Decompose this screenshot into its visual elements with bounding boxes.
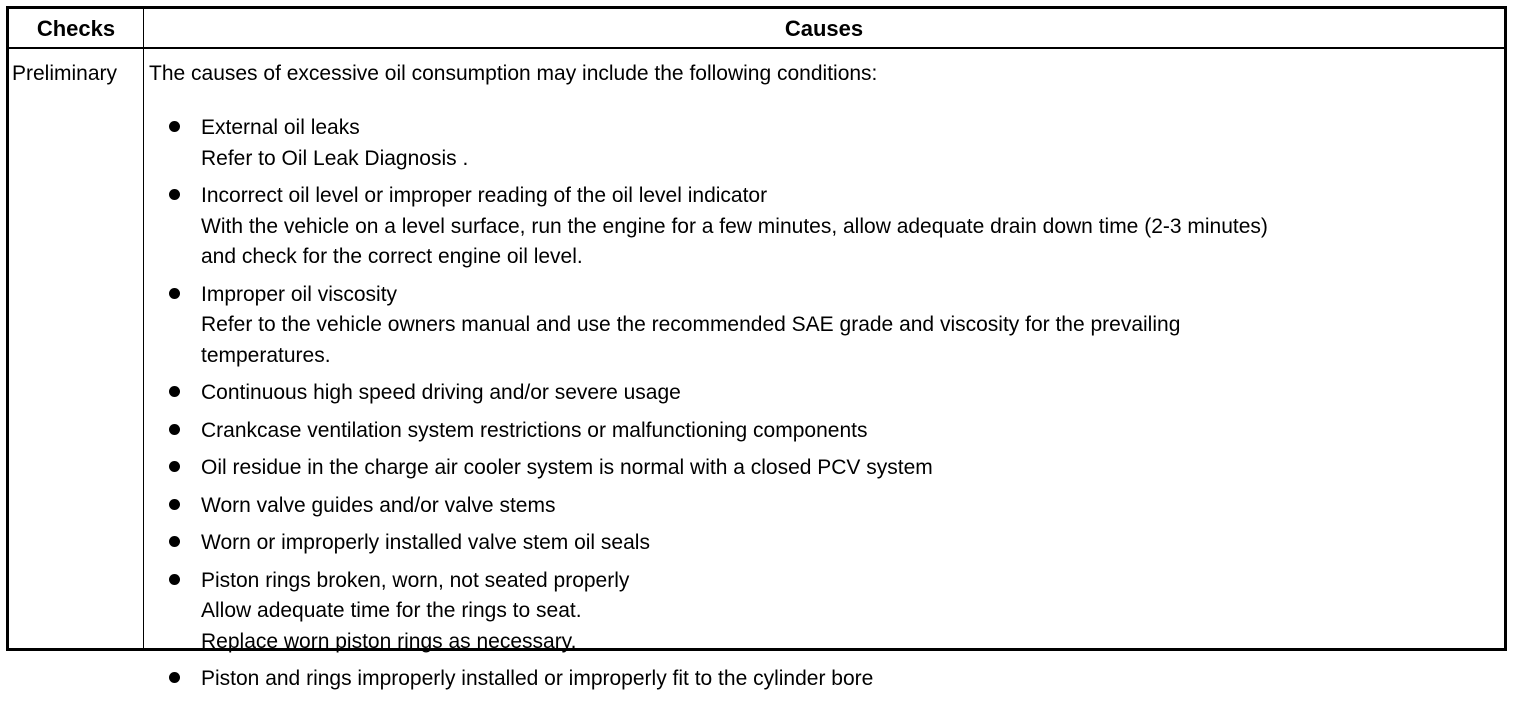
cause-title: Oil residue in the charge air cooler system is normal with a closed PCV system bbox=[201, 456, 933, 479]
cause-detail-line: With the vehicle on a level surface, run the engine for a few minutes, allow adequate drain down time (2-3 minutes) bbox=[201, 214, 1268, 238]
cause-title: Crankcase ventilation system restrictions or malfunctioning components bbox=[201, 418, 868, 442]
bullet-icon bbox=[169, 672, 180, 683]
cause-item bbox=[149, 181, 1496, 273]
cause-item bbox=[149, 664, 1496, 695]
cause-item bbox=[149, 453, 1496, 484]
column-divider bbox=[143, 9, 144, 648]
cause-item bbox=[149, 528, 1496, 559]
cause-title: Incorrect oil level or improper reading of the oil level indicator bbox=[201, 184, 768, 207]
cause-title: Improper oil viscosity bbox=[201, 282, 398, 306]
cause-title: Piston rings broken, worn, not seated properly bbox=[201, 568, 630, 592]
cause-list bbox=[149, 113, 1496, 695]
cause-item bbox=[149, 566, 1496, 658]
cause-detail-line: temperatures. bbox=[201, 343, 331, 367]
cause-detail-line: Allow adequate time for the rings to seat. bbox=[201, 599, 582, 622]
causes-intro: The causes of excessive oil consumption may include the following conditions: bbox=[149, 62, 878, 85]
cause-detail-line: Refer to Oil Leak Diagnosis . bbox=[201, 146, 469, 170]
bullet-icon bbox=[169, 386, 180, 397]
cause-detail-line: Refer to the vehicle owners manual and use the recommended SAE grade and viscosity for the prevailing bbox=[201, 313, 1181, 336]
causes-cell bbox=[149, 61, 1496, 702]
bullet-icon bbox=[169, 424, 180, 435]
cause-item bbox=[149, 378, 1496, 409]
cause-title: Worn valve guides and/or valve stems bbox=[201, 493, 556, 517]
table-header-row bbox=[9, 9, 1504, 49]
cause-item bbox=[149, 416, 1496, 447]
bullet-icon bbox=[169, 461, 180, 472]
bullet-icon bbox=[169, 189, 180, 200]
cause-item bbox=[149, 113, 1496, 174]
diagnostic-table bbox=[6, 6, 1507, 690]
header-causes: Causes bbox=[784, 16, 864, 41]
bullet-icon bbox=[169, 121, 180, 132]
bullet-icon bbox=[169, 288, 180, 299]
cause-detail-line: Replace worn piston rings as necessary. bbox=[201, 629, 577, 653]
cause-item bbox=[149, 280, 1496, 372]
header-checks: Checks bbox=[36, 16, 116, 41]
cause-title: Piston and rings improperly installed or improperly fit to the cylinder bore bbox=[201, 667, 874, 690]
cause-detail-line: and check for the correct engine oil level. bbox=[201, 245, 583, 268]
cause-item bbox=[149, 491, 1496, 522]
cause-title: External oil leaks bbox=[201, 116, 360, 139]
cause-title: Worn or improperly installed valve stem oil seals bbox=[201, 531, 650, 554]
bullet-icon bbox=[169, 499, 180, 510]
bullet-icon bbox=[169, 536, 180, 547]
bullet-icon bbox=[169, 574, 180, 585]
cause-title: Continuous high speed driving and/or severe usage bbox=[201, 381, 681, 404]
check-cell-preliminary: Preliminary bbox=[12, 62, 118, 85]
